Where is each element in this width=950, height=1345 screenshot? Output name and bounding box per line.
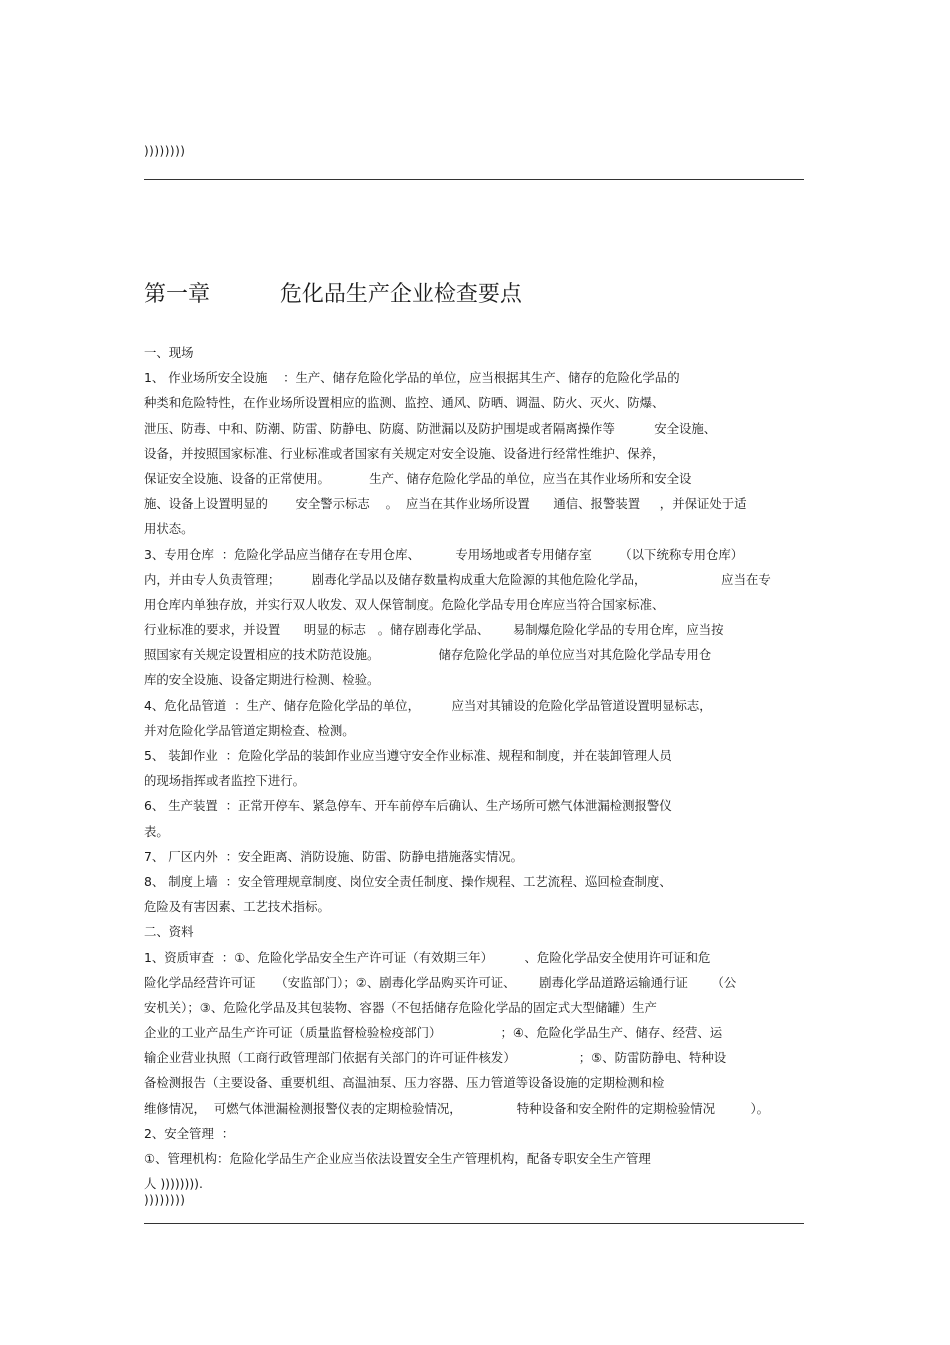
text-line: 维修情况， 可燃气体泄漏检测报警仪表的定期检验情况， 特种设备和安全附件的定期检验情况 ）。 <box>144 1100 770 1116</box>
text-line: 备检测报告（主要设备、重要机组、高温油泵、压力容器、压力管道等设备设施的定期检测和检 <box>144 1075 665 1091</box>
text-line: 并对危险化学品管道定期检查、检测。 <box>144 722 355 738</box>
text-line: 危险及有害因素、工艺技术指标。 <box>144 899 330 915</box>
text-line: 内，并由专人负责管理； 剧毒化学品以及储存数量构成重大危险源的其他危险化学品， 应当在专 <box>144 571 771 587</box>
header-marks: )))))))) <box>144 144 186 158</box>
text-line: 库的安全设施、设备定期进行检测、检验。 <box>144 672 380 688</box>
text-line: 泄压、防毒、中和、防潮、防雷、防静电、防腐、防泄漏以及防护围堤或者隔离操作等 安全设施、 <box>144 420 717 436</box>
text-line: 输企业营业执照（工商行政管理部门依据有关部门的许可证件核发） ；⑤、防雷防静电、特种设 <box>144 1050 727 1066</box>
text-line: 3、专用仓库 ：危险化学品应当储存在专用仓库、 专用场地或者专用储存室 （以下统称专用仓库） <box>144 546 744 562</box>
text-line: 表。 <box>144 823 169 839</box>
header-divider <box>144 179 804 180</box>
text-line: 用状态。 <box>144 521 194 537</box>
text-line: 行业标准的要求，并设置 明显的标志 。储存剧毒化学品、 易制爆危险化学品的专用仓库，应当按 <box>144 622 724 638</box>
text-line: 5、 装卸作业 ：危险化学品的装卸作业应当遵守安全作业标准、规程和制度，并在装卸管理人员 <box>144 748 672 763</box>
text-line: 企业的工业产品生产许可证（质量监督检验检疫部门） ；④、危险化学品生产、储存、经营、运 <box>144 1025 723 1041</box>
text-line: 保证安全设施、设备的正常使用。 生产、储存危险化学品的单位，应当在其作业场所和安全设 <box>144 470 692 486</box>
text-line: 人 )))))))). <box>144 1176 203 1192</box>
text-line: 1、 作业场所安全设施 ：生产、储存危险化学品的单位，应当根据其生产、储存的危险化学品的 <box>144 370 680 386</box>
footer-divider <box>144 1223 804 1224</box>
footer-marks: )))))))) <box>144 1193 186 1207</box>
text-line: 安机关）；③、危险化学品及其包装物、容器（不包括储存危险化学品的固定式大型储罐）生产 <box>144 999 657 1015</box>
text-line: 1、资质审查 ：①、危险化学品安全生产许可证（有效期三年） 、危险化学品安全使用许可证和危 <box>144 949 711 965</box>
section-heading: 一、现场 <box>144 345 194 360</box>
text-line: 用仓库内单独存放，并实行双人收发、双人保管制度。危险化学品专用仓库应当符合国家标准、 <box>144 596 665 612</box>
text-line: 险化学品经营许可证 （安监部门）；②、剧毒化学品购买许可证、 剧毒化学品道路运输通行证 （公 <box>144 974 737 990</box>
chapter-title: 第一章 危化品生产企业检查要点 <box>144 282 522 307</box>
text-line: 6、 生产装置 ：正常开停车、紧急停车、开车前停车后确认、生产场所可燃气体泄漏检测报警仪 <box>144 798 672 814</box>
body-text <box>144 343 806 1199</box>
text-line: 的现场指挥或者监控下进行。 <box>144 773 306 789</box>
text-line: 照国家有关规定设置相应的技术防范设施。 储存危险化学品的单位应当对其危险化学品专用仓 <box>144 647 712 663</box>
text-line: 2、安全管理 ： <box>144 1125 235 1141</box>
text-line: 4、危化品管道 ：生产、储存危险化学品的单位， 应当对其铺设的危险化学品管道设置明显标志， <box>144 697 712 713</box>
section-heading: 二、资料 <box>144 924 194 940</box>
text-line: 7、 厂区内外 ：安全距离、消防设施、防雷、防静电措施落实情况。 <box>144 848 524 864</box>
text-line: ①、管理机构：危险化学品生产企业应当依法设置安全生产管理机构，配备专职安全生产管理 <box>144 1151 651 1166</box>
text-line: 种类和危险特性，在作业场所设置相应的监测、监控、通风、防晒、调温、防火、灭火、防爆、 <box>144 395 665 411</box>
text-line: 8、 制度上墙 ：安全管理规章制度、岗位安全责任制度、操作规程、工艺流程、巡回检查制度、 <box>144 873 672 889</box>
text-line: 设备，并按照国家标准、行业标准或者国家有关规定对安全设施、设备进行经常性维护、保养， <box>144 445 665 461</box>
text-line: 施、设备上设置明显的 安全警示标志 。 应当在其作业场所设置 通信、报警装置 ，并保证处于适 <box>144 496 747 512</box>
